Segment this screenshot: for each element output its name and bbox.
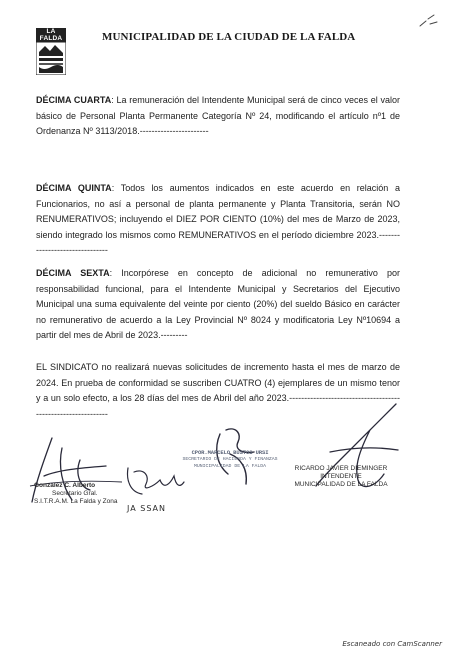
signer-role: Secretario Gral. <box>52 490 98 497</box>
scanner-watermark: Escaneado con CamScanner <box>342 640 442 648</box>
municipal-logo <box>36 28 66 68</box>
clause-body: : La remuneración del Intendente Municipal será de cinco veces el valor básico de Personal Planta Permanente Categoría Nº 24, modificando el artículo nº1 de Ordenanza Nº 3113/2018.----------------------- <box>36 95 400 137</box>
official-stamp <box>182 449 278 470</box>
handwritten-name: JA SSAN <box>127 504 166 513</box>
clause-body: : Incorpórese en concepto de adicional no remunerativo por responsabilidad funcional, para el Intendente Municipal y Secretarios del Ejecutivo Municipal una suma equivalente del veinte por ciento (20%) del sueldo Básico en carácter no remunerativo de acuerdo a la Ley Provincial Nº 8024 y modificatoria Ley Nº10694 a partir del mes de Abril de 2023.--------- <box>36 268 400 341</box>
clause-heading: DÉCIMA CUARTA <box>36 95 112 105</box>
clause-heading: DÉCIMA SEXTA <box>36 268 110 278</box>
clause-decima-quinta <box>36 181 400 259</box>
page-title: MUNICIPALIDAD DE LA CIUDAD DE LA FALDA <box>102 31 356 43</box>
clause-body: : Todos los aumentos indicados en este acuerdo en relación a Funcionarios, no así a personal de planta permanente y Planta Transitoria, serán NO RENUMERATIVOS; incluyendo el DIEZ POR CIENTO (10%) del mes de Marzo de 2023, siendo integrado los mismos como REMUNERATIVOS en el período diciembre 2023.------------------------------- <box>36 183 400 256</box>
closing-text: EL SINDICATO no realizará nuevas solicitudes de incremento hasta el mes de marzo de 2024. En prueba de conformidad se suscriben CUATRO (4) ejemplares de un mismo tenor y a un solo efecto, a los 28 días del mes de Abril del año 2023.------------------------------------------------------------- <box>36 362 400 419</box>
signer-organization: S.I.T.R.A.M. La Falda y Zona <box>34 498 118 505</box>
signer-organization: MUNICIPALIDAD DE LA FALDA <box>294 481 388 488</box>
signer-name: RICARDO JAVIER DIEMINGER <box>294 465 388 472</box>
signature-middle-scribble <box>120 462 190 502</box>
clause-decima-cuarta <box>36 93 400 140</box>
signature-right <box>287 465 395 489</box>
stamp-name: CPOR.MARCELO BUSTOS URSI <box>191 449 269 456</box>
clause-heading: DÉCIMA QUINTA <box>36 183 112 193</box>
logo-text: LA FALDA <box>36 28 66 42</box>
clause-decima-sexta <box>36 266 400 344</box>
pen-mark-icon <box>416 12 440 36</box>
signer-role: INTENDENTE <box>320 473 362 480</box>
stamp-organization: MUNICIPALIDAD DE LA FALDA <box>194 464 266 469</box>
crest-icon <box>36 42 66 75</box>
signer-name: Gonzalez C. Alberto <box>34 482 96 489</box>
signature-left <box>34 482 117 506</box>
stamp-role: SECRETARIO DE HACIENDA Y FINANZAS <box>182 457 278 462</box>
